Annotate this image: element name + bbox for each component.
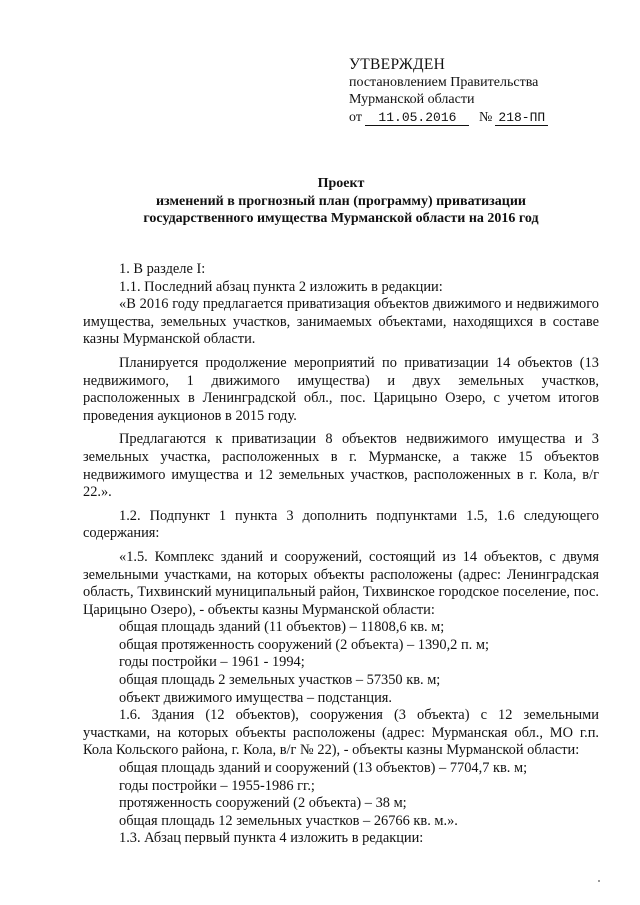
list-item: годы постройки – 1961 - 1994;: [119, 654, 305, 671]
approval-heading: УТВЕРЖДЕН: [349, 56, 446, 73]
number-value: 218-ПП: [495, 111, 548, 126]
paragraph: 1.2. Подпункт 1 пункта 3 дополнить подпунктами 1.5, 1.6 следующего содержания:: [83, 507, 599, 542]
list-item: общая площадь 12 земельных участков – 26766 кв. м.».: [119, 812, 458, 829]
scan-speck: [598, 880, 600, 882]
date-prefix: от: [349, 110, 362, 125]
document-body: [83, 261, 599, 848]
list-item: годы постройки – 1955-1986 гг.;: [119, 777, 315, 794]
title-line-2: изменений в прогнозный план (программу) приватизации: [155, 193, 526, 209]
paragraph: 1.3. Абзац первый пункта 4 изложить в редакции:: [119, 830, 424, 847]
approval-line-2: Мурманской области: [349, 92, 475, 107]
list-item: объект движимого имущества – подстанция.: [119, 689, 393, 706]
paragraph: Планируется продолжение мероприятий по приватизации 14 объектов (13 недвижимого, 1 движимого имущества) и двух земельных участков, расположенных в Ленинградской обл., пос. Царицыно Озеро, с учетом итогов проведения аукционов в 2015 году.: [83, 354, 599, 424]
paragraph: «В 2016 году предлагается приватизация объектов движимого и недвижимого имущества, земельных участков, занимаемых объектами, находящихся в составе казны Мурманской области.: [83, 296, 599, 348]
paragraph: 1.6. Здания (12 объектов), сооружения (3 объекта) с 12 земельными участками, на которых объекты расположены (адрес: Мурманская обл., МО г.п. Кола Кольского района, г. Кола, в/г № 22), - объекты казны Мурманской области:: [83, 707, 599, 759]
paragraph: Предлагаются к приватизации 8 объектов недвижимого имущества и 3 земельных участка, расположенных в г. Мурманске, а также 15 объектов недвижимого имущества и 12 земельных участков, расположенных в г. Кола, в/г 22.».: [83, 431, 599, 501]
list-item: общая площадь зданий и сооружений (13 объектов) – 7704,7 кв. м;: [119, 760, 528, 777]
list-item: общая протяженность сооружений (2 объекта) – 1390,2 п. м;: [119, 636, 489, 653]
list-item: протяженность сооружений (2 объекта) – 38 м;: [119, 795, 407, 812]
title-line-1: Проект: [317, 176, 365, 191]
approval-line-1: постановлением Правительства: [349, 75, 539, 90]
paragraph: 1. В разделе I:: [119, 261, 206, 277]
paragraph: «1.5. Комплекс зданий и сооружений, состоящий из 14 объектов, с двумя земельными участками, на которых объекты расположены (адрес: Ленинградская область, Тихвинский муниципальный район, Тихвинское городское поселение, пос. Царицыно Озеро), - объекты казны Мурманской области:: [83, 548, 599, 618]
title-line-3: государственного имущества Мурманской области на 2016 год: [143, 211, 539, 226]
list-item: общая площадь зданий (11 объектов) – 11808,6 кв. м;: [119, 619, 445, 636]
approval-date-line: [349, 109, 548, 126]
document-title: [83, 175, 599, 228]
list-item: общая площадь 2 земельных участков – 57350 кв. м;: [119, 672, 441, 689]
date-value: 11.05.2016: [365, 111, 469, 126]
paragraph: 1.1. Последний абзац пункта 2 изложить в редакции:: [119, 278, 443, 295]
number-sign: №: [478, 110, 493, 125]
approval-stamp: [349, 56, 548, 126]
